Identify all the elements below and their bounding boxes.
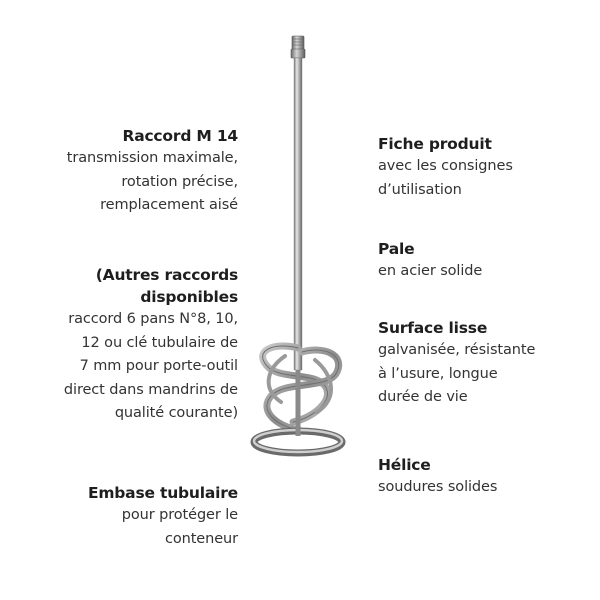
feature-title: Fiche produit (378, 135, 492, 153)
feature-title: Pale (378, 240, 415, 258)
feature-text-line: soudures solides (378, 479, 498, 495)
feature-title: Raccord M 14 (122, 127, 238, 145)
feature-text-line: transmission maximale, (66, 150, 238, 166)
feature-product-sheet (378, 133, 600, 202)
feature-tubular-base (8, 482, 238, 551)
feature-text-line: durée de vie (378, 389, 468, 405)
feature-text-line: rotation précise, (121, 173, 238, 190)
feature-text-line: remplacement aisé (100, 197, 238, 213)
feature-connector-m14 (8, 125, 238, 218)
feature-text-line: en acier solide (378, 263, 483, 279)
feature-title: Surface lisse (378, 319, 488, 337)
feature-text-line: avec les consignes (378, 158, 513, 174)
feature-title: Embase tubulaire (87, 484, 238, 502)
feature-blade (378, 238, 600, 284)
feature-text-line: pour protéger le (121, 507, 238, 523)
feature-helix (378, 454, 600, 500)
feature-other-connectors (8, 264, 238, 426)
feature-text-line: direct dans mandrins de (63, 381, 238, 398)
feature-text-line: 12 ou clé tubulaire de (81, 334, 238, 351)
feature-title: Hélice (378, 456, 431, 474)
threaded-connector (291, 36, 305, 58)
feature-text-line: 7 mm pour porte-outil (79, 358, 238, 374)
shaft (294, 58, 302, 370)
feature-text-line: d’utilisation (378, 181, 462, 198)
feature-title: (Autres raccords (95, 266, 238, 284)
feature-title: disponibles (140, 288, 238, 306)
feature-text-line: à l’usure, longue (378, 365, 498, 382)
mixing-paddle-image (245, 30, 355, 470)
feature-text-line: qualité courante) (114, 405, 238, 421)
feature-text-line: conteneur (164, 530, 238, 547)
feature-text-line: galvanisée, résistante (378, 342, 536, 358)
feature-text-line: raccord 6 pans N°8, 10, (68, 311, 238, 327)
feature-smooth-surface (378, 317, 600, 410)
